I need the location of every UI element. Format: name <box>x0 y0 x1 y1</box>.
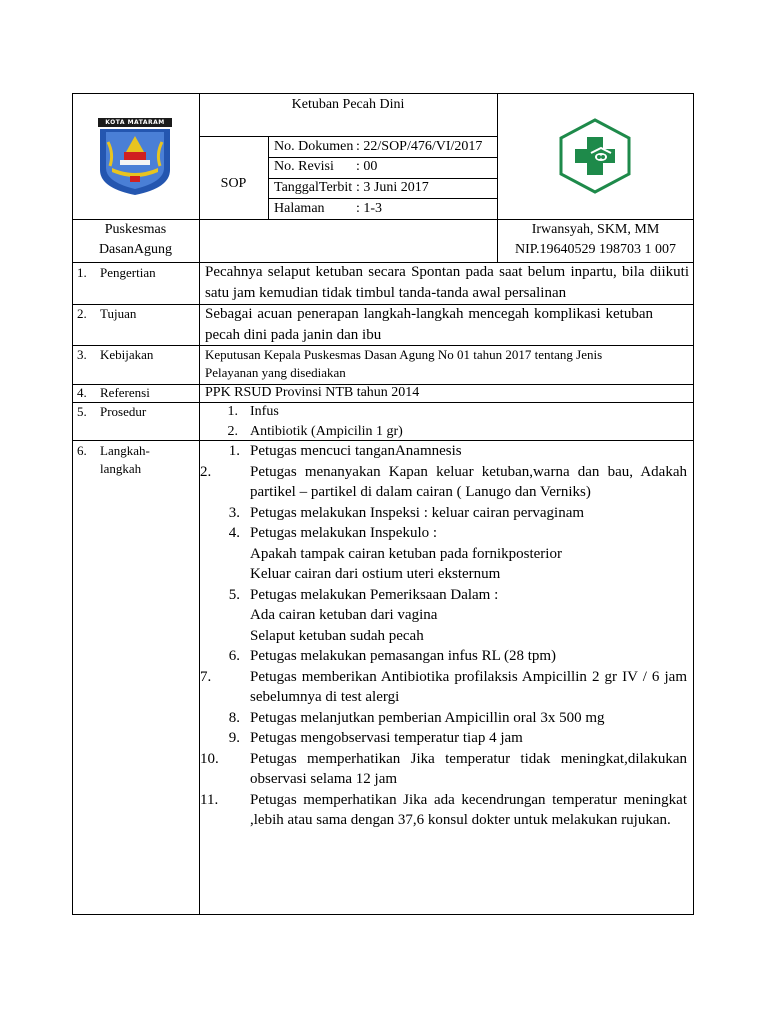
step-text: Petugas mengobservasi temperatur tiap 4 jam <box>250 730 523 746</box>
step-item <box>200 646 687 667</box>
section-num: 4. <box>77 385 87 400</box>
step-text: Petugas mencuci tanganAnamnesis <box>250 443 462 459</box>
step-num: 7. <box>200 668 212 685</box>
list-item-text: Antibiotik (Ampicilin 1 gr) <box>250 424 403 439</box>
label-kebijakan: Kebijakan <box>100 347 154 362</box>
page-label: Halaman <box>274 201 325 216</box>
label-langkah <box>100 442 150 478</box>
step-text: Petugas memperhatikan Jika ada kecendrungan temperatur meningkat ,lebih atau sama dengan 37,6 konsul dokter untuk melakukan rujukan. <box>250 791 687 828</box>
step-num: 5. <box>228 586 240 603</box>
step-item <box>200 523 687 544</box>
label-tujuan: Tujuan <box>100 306 137 321</box>
step-text: Ada cairan ketuban dari vagina <box>250 607 438 623</box>
section-num: 1. <box>77 265 87 280</box>
prosedur-list <box>222 402 682 442</box>
label-prosedur: Prosedur <box>100 404 147 419</box>
signer <box>497 220 694 260</box>
step-text: Petugas melakukan Inspekulo : <box>250 525 438 541</box>
step-text: Petugas melakukan Pemeriksaan Dalam : <box>250 586 499 603</box>
label-langkah-line2: langkah <box>100 461 142 476</box>
label-pengertian: Pengertian <box>100 265 156 280</box>
org-name <box>72 220 199 260</box>
tujuan-text: Sebagai acuan penerapan langkah-langkah mencegah komplikasi ketuban pecah dini pada janin dan ibu <box>205 306 653 343</box>
issue-date-value: : 3 Juni 2017 <box>356 180 429 195</box>
step-text: Petugas melakukan Inspeksi : keluar cairan pervaginam <box>250 504 585 521</box>
step-subitem <box>200 544 687 565</box>
step-num: 8. <box>228 709 240 726</box>
steps-list <box>200 441 687 831</box>
section-num: 5. <box>77 404 87 419</box>
step-item <box>200 462 687 503</box>
revision-value: : 00 <box>356 159 378 174</box>
step-text: Petugas melakukan pemasangan infus RL (28 tpm) <box>250 648 557 664</box>
page-value: : 1-3 <box>356 201 383 216</box>
step-text: Keluar cairan dari ostium uteri eksternum <box>250 566 501 582</box>
step-num: 11. <box>200 791 219 808</box>
step-num: 9. <box>228 730 240 746</box>
section-num: 6. <box>77 443 87 458</box>
health-cross-logo <box>557 117 633 195</box>
step-item <box>200 749 687 790</box>
section-num: 3. <box>77 347 87 362</box>
kebijakan-text: Keputusan Kepala Puskesmas Dasan Agung No 01 tahun 2017 tentang Jenis Pelayanan yang disediakan <box>205 347 603 380</box>
referensi-text: PPK RSUD Provinsi NTB tahun 2014 <box>205 385 420 400</box>
doc-number-value: : 22/SOP/476/VI/2017 <box>356 139 483 154</box>
step-item <box>200 503 687 524</box>
signer-nip: NIP.19640529 198703 1 007 <box>514 242 676 257</box>
step-num: 2. <box>200 463 212 480</box>
org-name-line1: Puskesmas <box>104 222 167 237</box>
step-subitem <box>200 605 687 626</box>
step-num: 4. <box>228 525 240 541</box>
issue-date-label: TanggalTerbit <box>274 180 353 195</box>
step-num: 10. <box>200 750 219 767</box>
step-item <box>200 728 687 749</box>
step-text: Petugas melanjutkan pemberian Ampicillin oral 3x 500 mg <box>250 709 605 726</box>
step-text: Petugas memberikan Antibiotika profilaksis Ampicillin 2 gr IV / 6 jam sebelumnya di test alergi <box>250 668 687 705</box>
list-item-num: 1. <box>227 404 238 419</box>
label-referensi: Referensi <box>100 385 150 400</box>
step-item <box>200 790 687 831</box>
label-langkah-line1: Langkah- <box>100 443 150 458</box>
step-subitem <box>200 564 687 585</box>
step-text: Selaput ketuban sudah pecah <box>250 627 424 644</box>
step-item <box>200 441 687 462</box>
doc-number-label: No. Dokumen <box>274 139 354 154</box>
step-text: Petugas menanyakan Kapan keluar ketuban,warna dan bau, Adakah partikel – partikel di dalam cairan ( Lanugo dan Verniks) <box>250 463 687 500</box>
section-num: 2. <box>77 306 87 321</box>
step-text: Petugas memperhatikan Jika temperatur tidak meningkat,dilakukan observasi selama 12 jam <box>250 750 687 787</box>
step-subitem <box>200 626 687 647</box>
step-num: 3. <box>228 504 240 521</box>
step-item <box>200 585 687 606</box>
step-item <box>200 667 687 708</box>
revision-label: No. Revisi <box>274 159 334 174</box>
city-emblem <box>98 118 172 196</box>
step-num: 1. <box>228 443 240 459</box>
step-text: Apakah tampak cairan ketuban pada fornikposterior <box>250 545 562 562</box>
signer-name: Irwansyah, SKM, MM <box>531 222 660 237</box>
document-title: Ketuban Pecah Dini <box>291 97 405 112</box>
emblem-text: KOTA MATARAM <box>105 119 165 126</box>
step-item <box>200 708 687 729</box>
org-name-line2: DasanAgung <box>98 242 173 257</box>
list-item-num: 2. <box>227 424 238 439</box>
list-item <box>222 422 682 442</box>
list-item <box>222 402 682 422</box>
list-item-text: Infus <box>250 404 279 419</box>
langkah-list <box>200 441 687 831</box>
sop-label: SOP <box>220 176 247 191</box>
step-num: 6. <box>228 648 240 664</box>
pengertian-text: Pecahnya selaput ketuban secara Spontan pada saat belum inpartu, bila diikuti satu jam kemudian tidak timbul tanda-tanda awal persalinan <box>205 264 689 301</box>
